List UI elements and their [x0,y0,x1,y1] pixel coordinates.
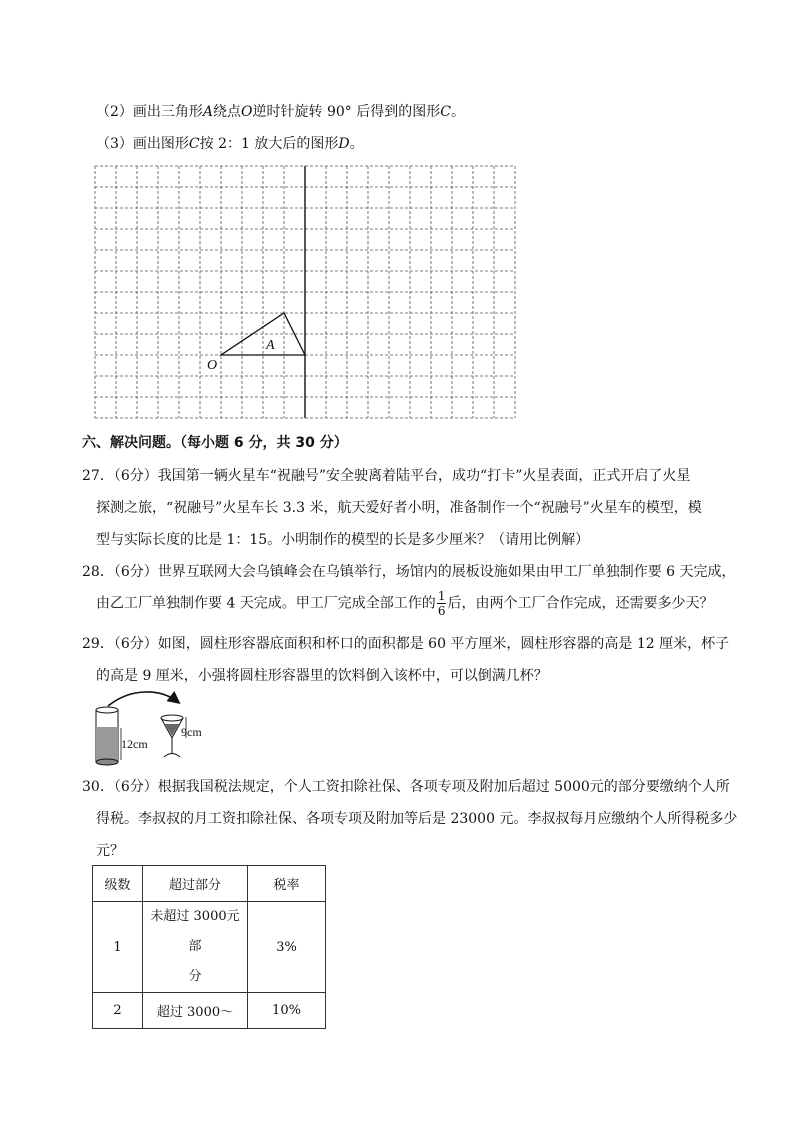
container-figure [88,690,218,768]
header-part: 超过部分 [143,866,248,902]
var-c: C [440,104,451,120]
header-rate: 税率 [248,866,326,902]
row-part-line1: 未超过 3000元部 [150,909,240,954]
grid-figure [90,162,520,424]
instruction-2 [96,101,465,121]
q27-line2: 探测之旅，“祝融号”火星车长 3.3 米，航天爱好者小明，准备制作一个“祝融号”火星车的模型，模 [96,500,702,516]
q29-line1: 29．（6分）如图，圆柱形容器底面积和杯口的面积都是 60 平方厘米，圆柱形容器的高是 12 厘米，杯子 [82,636,730,652]
point-o-label: O [207,358,218,373]
instruction-3-text: （3）画出图形 [96,136,189,152]
instruction-2-text: （2）画出三角形 [96,104,203,120]
instruction-2-text: 绕点 [213,104,242,120]
q28-text: 由乙工厂单独制作要 4 天完成。甲工厂完成全部工作的 [96,595,436,612]
instruction-3-text: 按 2：1 放大后的图形 [199,136,339,152]
section-heading: 六、解决问题。（每小题 6 分，共 30 分） [82,435,348,451]
var-a: A [202,104,214,120]
q29-line2: 的高是 9 厘米，小强将圆柱形容器里的饮料倒入该杯中，可以倒满几杯？ [96,668,548,684]
instruction-2-text: 逆时针旋转 90° 后得到的图形 [252,104,441,120]
instruction-2-text: 。 [450,104,465,120]
pour-arrow [108,692,178,706]
q28-line1: 28．（6分）世界互联网大会乌镇峰会在乌镇举行，场馆内的展板设施如果由甲工厂单独制作要 6 天完成， [82,564,736,580]
row-level: 1 [93,902,143,993]
q30-line3: 元？ [96,843,124,859]
row-part-line2: 分 [188,969,202,984]
shape-a-label: A [266,338,275,353]
table-header-row [93,866,326,902]
fraction-denominator: 6 [437,604,446,618]
row-rate: 10% [248,993,326,1029]
cylinder-height-label: 12cm [121,737,148,751]
header-level: 级数 [93,866,143,902]
row-level: 2 [93,993,143,1029]
fraction [437,589,447,618]
q28-line2 [96,589,713,618]
fraction-numerator: 1 [437,589,446,603]
table-row [93,902,326,993]
table-row [93,993,326,1029]
cylinder-container [96,707,121,765]
var-o: O [241,104,253,120]
row-part [143,902,248,993]
cup-height-label: 9cm [181,725,202,739]
q28-text: 后，由两个工厂合作完成，还需要多少天？ [447,595,714,612]
q27-line3: 型与实际长度的比是 1：15。小明制作的模型的长是多少厘米？（请用比例解） [96,532,590,548]
q30-line2: 得税。李叔叔的月工资扣除社保、各项专项及附加等后是 23000 元。李叔叔每月应缴纳个人所得税多少 [96,811,738,827]
instruction-3-text: 。 [349,136,364,152]
q27-line1: 27．（6分）我国第一辆火星车“祝融号”安全驶离着陆平台，成功“打卡”火星表面，正式开启了火星 [82,468,691,484]
row-part: 超过 3000～ [143,993,248,1029]
var-c: C [188,136,200,152]
q30-line1: 30．（6分）根据我国税法规定，个人工资扣除社保、各项专项及附加后超过 5000元的部分要缴纳个人所 [82,779,730,795]
row-rate: 3% [248,902,326,993]
var-d: D [338,136,350,152]
instruction-3 [96,133,364,153]
tax-table [92,865,326,1029]
